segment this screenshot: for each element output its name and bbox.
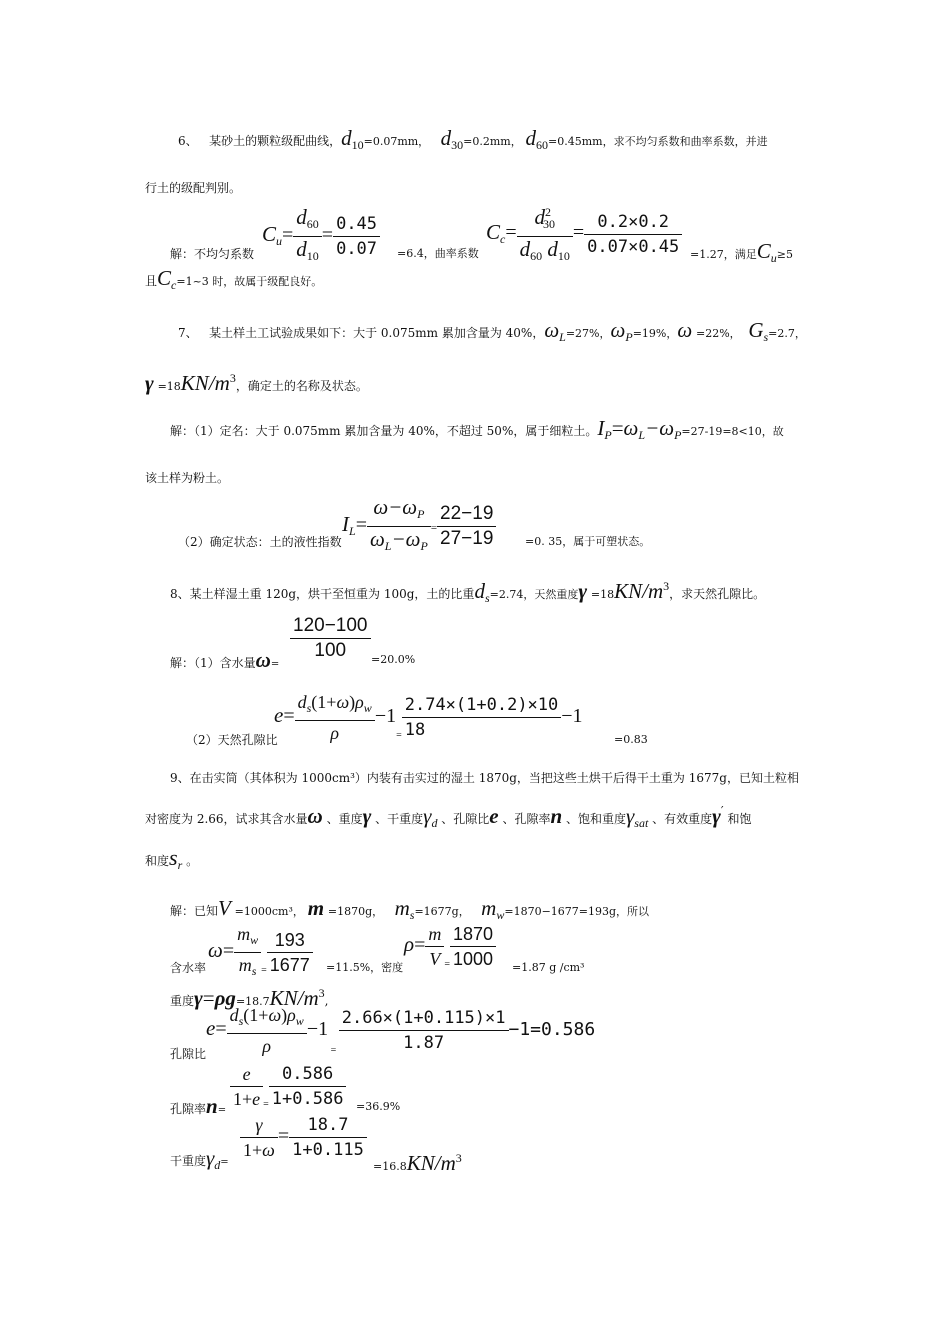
problem-6-solution-label: 解：不均匀系数 [170,247,255,261]
e-equation-9: e= $\frac{d_s(1+\omega)\rho_w}{\rho}$ −1 $_=$ $\frac{2.66\times(1+0.115)\times 1}{1.87}$ −1=0.586 [206,1005,596,1057]
problem-9-given: 解：已知V =1000cm³， m =1870g， $m_s=1677g$， $m_w=1870-1677=193g$，所以 [170,896,650,922]
w-label-9: 含水率 [170,961,207,975]
n-result-9: =36.9% [356,1100,401,1113]
problem-6-conclusion: 且$C_c=1\sim 3$ 时，故属于级配良好。 [145,266,323,292]
w-equation-9: ω= $\frac{m_w}{m_s}$ $_=$ $\frac{193}{1677}$ [208,922,313,983]
w-fraction-8: $\frac{120-100}{100}$ [290,614,371,663]
problem-9-line-3: 和度$s_r$ 。 [145,845,199,872]
problem-7-solution-2: （2）确定状态：土的液性指数 [178,535,342,549]
gd-result-9: $=16.8KN/m^3$ [373,1151,462,1175]
problem-6-line-1: 6、 某砂土的颗粒级配曲线，d10=0.07mm， d30=0.2mm， d60=0.45mm，求不均匀系数和曲率系数，并进 [178,126,768,152]
gd-equation-9: $\frac{\gamma}{1+\omega}$ = $\frac{18.7}{1+0.115}$ [240,1113,367,1162]
problem-number: 7、 [178,326,198,340]
il-result: =0. 35，属于可塑状态。 [525,535,651,548]
problem-number: 6、 [178,134,198,148]
problem-9-line-2: 对密度为 2.66，试求其含水量ω 、重度γ 、干重度$\gamma_d$ 、孔隙比e 、孔隙率n 、饱和重度$\gamma_{sat}$ 、有效重度γ′ 和饱 [145,804,752,830]
cc-equation: $C_c=$ $\frac{d^230}{d60 d10}$ = $\frac{0.2\times 0.2}{0.07\times 0.45}$ [486,200,682,268]
rho-result-9: =1.87 g /cm³ [512,961,585,974]
gamma-line-9: 重度$\gamma=\rho g=18.7KN/m^3$, [170,986,329,1010]
e-label-9: 孔隙比 [170,1047,207,1061]
problem-9-line-1: 9、在击实筒（其体积为 1000cm³）内装有击实过的湿土 1870g，当把这些土烘干后得干土重为 1677g，已知土粒相 [170,771,799,785]
symbol-d10: d10 [341,126,364,152]
gd-label-9: 干重度$\gamma_d=$ [170,1146,229,1172]
cu-equation: $C_u=$ $\frac{d60}{d10}$ = $\frac{0.45}{0.07}$ [262,205,380,268]
n-equation-9: $\frac{e}{1+e}$ $_=$ $\frac{0.586}{1+0.586}$ [230,1062,346,1111]
problem-6-line-2: 行土的级配判别。 [145,181,242,195]
problem-7-solution-1b: 该土样为粉土。 [145,471,230,485]
cu-result: =6.4，曲率系数 [397,247,479,260]
e-equation-8: e= $\frac{d_s(1+\omega)\rho_w}{\rho}$ $-1_=$ $\frac{2.74\times(1+0.2)\times 10}{18}$ −1 [274,692,583,743]
problem-8-solution-2: （2）天然孔隙比 [186,733,278,747]
problem-7-line-2: $\gamma =18KN/m^3$，确定土的名称及状态。 [145,371,368,395]
n-label-9: 孔隙率n= [170,1094,227,1118]
rho-equation-9: ρ= $\frac{m}{V}$ $_=$ $\frac{1870}{1000}$ [404,922,496,971]
w-result-8: =20.0% [371,653,416,666]
problem-8-line-1: 8、某土样湿土重 120g，烘干至恒重为 100g，土的比重$d_s=2.74$，天然重度$\gamma =18KN/m^3$，求天然孔隙比。 [170,579,766,605]
il-equation: $I_L=$ $\frac{\omega-\omega_P}{\omega_L-\omega_P}$ = $\frac{22-19}{27-19}$ [342,495,496,558]
cc-result: =1.27，满足$C_u\ge 5$ [690,239,793,265]
symbol-d30: d30 [440,126,464,152]
problem-7-line-1: 7、 某土样土工试验成果如下：大于 0.075mm 累加含量为 40%，$\omega_L=27\%$，$\omega_P=19\%$，ω =22%， $G_s=2.7$， [178,318,806,344]
e-result-8: =0.83 [614,733,648,746]
w-result-9: =11.5%，密度 [326,961,404,974]
symbol-d60: d60 [525,126,549,152]
problem-7-solution-1: 解：（1）定名：大于 0.075mm 累加含量为 40%，不超过 50%，属于细粒土。$I_P=\omega_L-\omega_P=27-19=8<10$，故 [170,416,784,442]
problem-8-solution-1: 解：（1）含水量ω= [170,648,280,672]
